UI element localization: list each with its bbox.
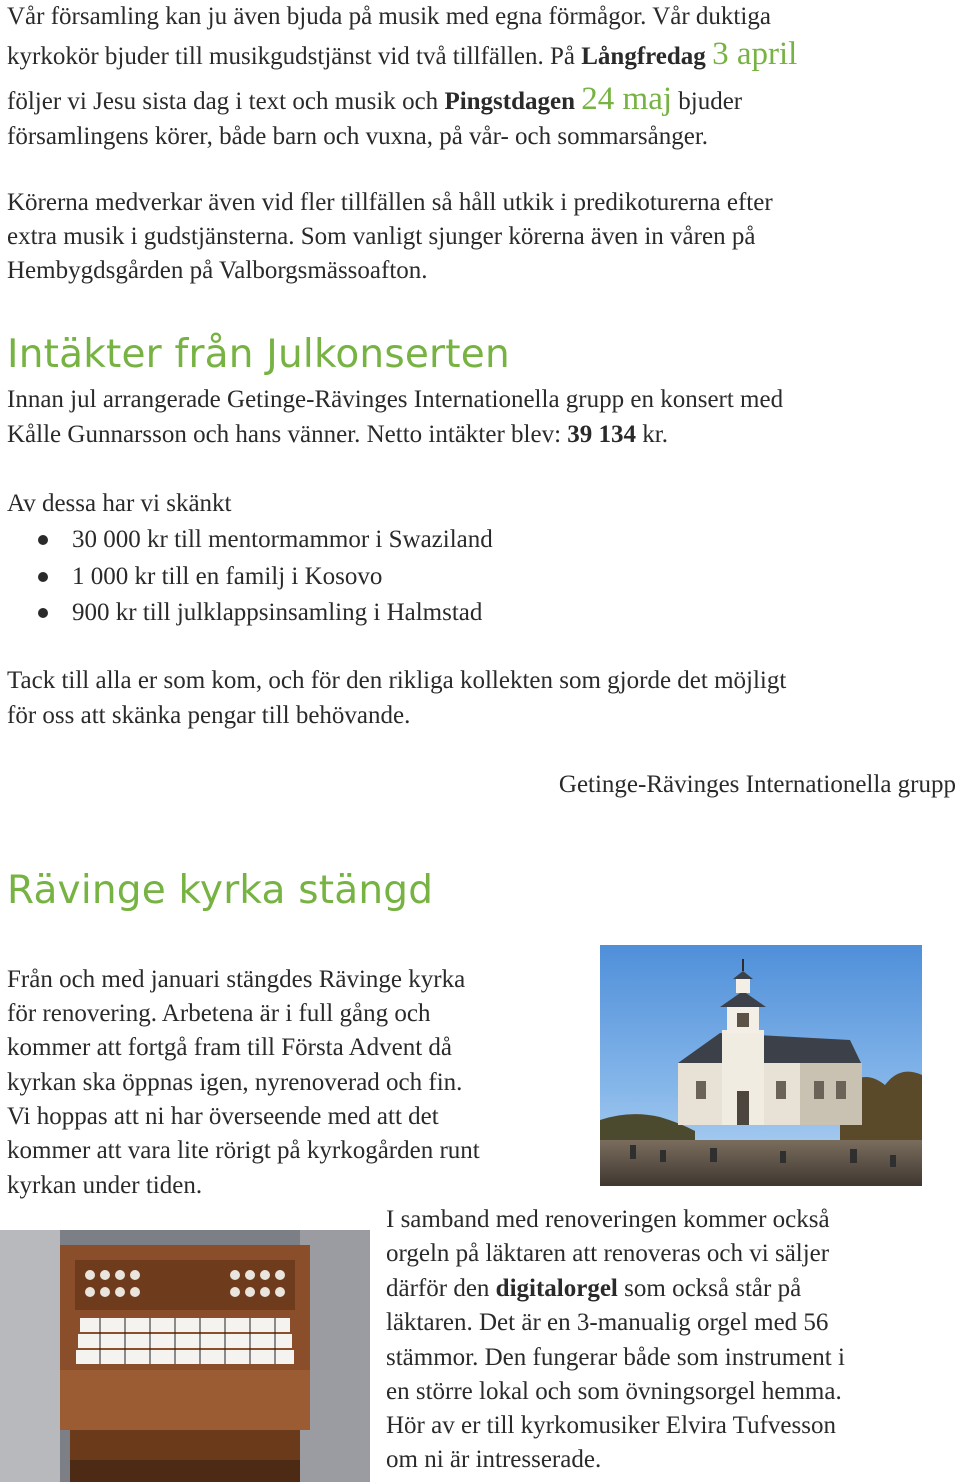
concert-line-1: Innan jul arrangerade Getinge-Rävinges Internationella grupp en konsert med — [7, 386, 784, 413]
intro-text: följer vi Jesu sista dag i text och musik och — [7, 88, 445, 115]
thanks-line-1: Tack till alla er som kom, och för den rikliga kollekten som gjorde det möjligt — [7, 667, 787, 694]
organ-line: en större lokal och som övningsorgel hemma. — [386, 1378, 842, 1405]
list-item: 900 kr till julklappsinsamling i Halmstad — [38, 595, 493, 632]
choirs-line-2: extra musik i gudstjänsterna. Som vanligt sjunger körerna även in våren på — [7, 223, 756, 250]
organ-line: I samband med renoveringen kommer också — [386, 1206, 830, 1233]
organ-text: som också står på — [617, 1275, 802, 1302]
organ-line: stämmor. Den fungerar både som instrument i — [386, 1344, 845, 1371]
list-item: 30 000 kr till mentormammor i Swaziland — [38, 522, 493, 559]
organ-illustration — [0, 1230, 370, 1482]
concert-text: kr. — [636, 421, 668, 448]
church-line: kommer att fortgå fram till Första Advent då — [7, 1034, 453, 1061]
intro-line-3 — [7, 82, 742, 120]
concert-text: Kålle Gunnarsson och hans vänner. Netto intäkter blev: — [7, 421, 568, 448]
organ-line: Hör av er till kyrkomusiker Elvira Tufvesson — [386, 1412, 836, 1439]
organ-photo — [0, 1230, 370, 1482]
concert-heading: Intäkter från Julkonserten — [7, 332, 510, 377]
church-line: kommer att vara lite rörigt på kyrkogården runt — [7, 1137, 480, 1164]
net-income-amount: 39 134 — [567, 421, 637, 448]
digital-organ-label: digitalorgel — [495, 1275, 618, 1302]
church-illustration — [600, 945, 922, 1186]
church-photo — [600, 945, 922, 1186]
church-line: kyrkan ska öppnas igen, nyrenoverad och fin. — [7, 1069, 463, 1096]
organ-line: läktaren. Det är en 3-manualig orgel med 56 — [386, 1309, 829, 1336]
organ-line: orgeln på läktaren att renoveras och vi säljer — [386, 1240, 830, 1267]
organ-text: därför den — [386, 1275, 496, 1302]
intro-text: bjuder — [672, 88, 743, 115]
pentecost-date: 24 maj — [581, 81, 673, 117]
organ-line: om ni är intresserade. — [386, 1446, 602, 1473]
organ-line — [386, 1272, 801, 1307]
choirs-line-1: Körerna medverkar även vid fler tillfällen så håll utkik i predikoturerna efter — [7, 189, 773, 216]
donation-list — [38, 522, 493, 632]
thanks-line-2: för oss att skänka pengar till behövande. — [7, 702, 411, 729]
intro-line-2 — [7, 37, 797, 75]
choirs-line-3: Hembygdsgården på Valborgsmässoafton. — [7, 257, 428, 284]
church-line: kyrkan under tiden. — [7, 1172, 203, 1199]
church-heading: Rävinge kyrka stängd — [7, 868, 434, 913]
good-friday-date: 3 april — [712, 36, 798, 72]
church-line: för renovering. Arbetena är i full gång och — [7, 1000, 431, 1027]
signature: Getinge-Rävinges Internationella grupp — [558, 771, 956, 798]
church-line: Vi hoppas att ni har överseende med att det — [7, 1103, 439, 1130]
intro-line-1: Vår församling kan ju även bjuda på musik med egna förmågor. Vår duktiga — [7, 3, 771, 30]
church-line: Från och med januari stängdes Rävinge kyrka — [7, 966, 466, 993]
intro-line-4: församlingens körer, både barn och vuxna, på vår- och sommarsånger. — [7, 123, 709, 150]
intro-text: kyrkokör bjuder till musikgudstjänst vid två tillfällen. På — [7, 43, 582, 70]
concert-line-2 — [7, 418, 668, 453]
donated-intro: Av dessa har vi skänkt — [7, 490, 232, 517]
pentecost-label: Pingstdagen — [444, 88, 576, 115]
list-item: 1 000 kr till en familj i Kosovo — [38, 559, 493, 596]
good-friday-label: Långfredag — [581, 43, 706, 70]
